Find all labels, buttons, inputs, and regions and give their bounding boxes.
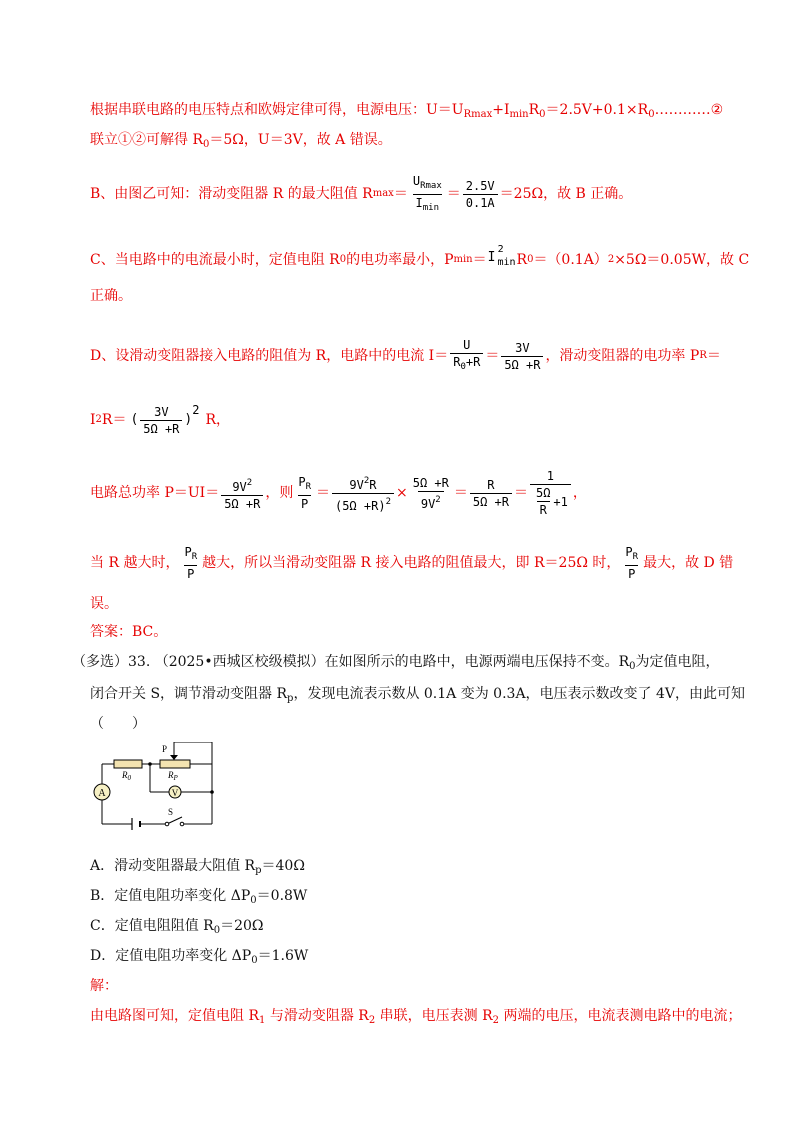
text-line-power-r: I 2 R＝ ( $\frac{3V}{5\Omega +R}$ ) 2 R， bbox=[90, 403, 231, 436]
fraction-ratio-4: 1 $\frac{5\Omega}{R}$ +1 bbox=[530, 469, 571, 517]
svg-text:V: V bbox=[171, 788, 179, 798]
fraction-power-r: $\frac{3V}{5\Omega +R}$ bbox=[140, 405, 182, 436]
slider-arrow-icon bbox=[170, 755, 178, 760]
fraction-current-2: $\frac{3V}{5\Omega +R}$ bbox=[501, 341, 543, 372]
fraction-rmax: $\frac{U_{Rmax}}{I_{min}}$ bbox=[412, 173, 442, 213]
question-33-line-2: 闭合开关 S，调节滑动变阻器 $R_p$，发现电流表示数从 0.1A 变为 0.3A，电压表示数改变了 4V，由此可知 bbox=[90, 686, 746, 704]
label-rp: $R_P$ bbox=[168, 770, 178, 782]
fraction-total-power: $\frac{9V^2}{5\Omega +R}$ bbox=[221, 476, 263, 511]
resistor-r0 bbox=[114, 760, 142, 768]
fraction-pr-over-p: $\frac{P_R}{P}$ bbox=[298, 475, 311, 511]
text-line-conclusion-cont: 误。 bbox=[90, 596, 118, 612]
text-line-option-d: D、设滑动变阻器接入电路的阻值为 R，电路中的电流 I＝ $\frac{U}{R_0+R}$ ＝ $\frac{3V}{5\Omega +R}$ ，滑动变阻器的电功率 P R ＝ bbox=[90, 338, 721, 372]
svg-text:A: A bbox=[98, 788, 106, 799]
fraction-ratio-3: $\frac{R}{5\Omega +R}$ bbox=[470, 478, 512, 509]
option-b: B．定值电阻功率变化 $\Delta P_0=0.8W$ bbox=[90, 888, 308, 906]
question-33-line-1: （多选）33. （2025•西城区校级模拟）在如图所示的电路中，电源两端电压保持不变。$R_0$为定值电阻， bbox=[72, 654, 720, 672]
question-33-paren: （ ） bbox=[90, 716, 146, 732]
fraction-values: $\frac{2.5V}{0.1A}$ bbox=[463, 179, 498, 210]
label-p: P bbox=[162, 744, 168, 754]
label-r0: $R_0$ bbox=[122, 770, 131, 782]
fraction-ratio-2: $\frac{5\Omega +R}{9V^2}$ bbox=[412, 475, 449, 511]
option-a: A．滑动变阻器最大阻值 $R_p=40\Omega$ bbox=[90, 858, 305, 876]
resistor-rp bbox=[160, 760, 190, 768]
fraction-pr-p-1: $\frac{P_R}{P}$ bbox=[184, 545, 198, 581]
option-d: D．定值电阻功率变化 $\Delta P_0=1.6W$ bbox=[90, 948, 309, 966]
fraction-ratio-1: $\frac{9V^2R}{(5\Omega +R)^2}$ bbox=[332, 474, 394, 513]
fraction-current-1: $\frac{U}{R_0+R}$ bbox=[450, 338, 483, 374]
label-s: S bbox=[168, 807, 174, 817]
fraction-pr-p-2: $\frac{P_R}{P}$ bbox=[625, 545, 639, 581]
text-line-voltage: 根据串联电路的电压特点和欧姆定律可得，电源电压：$U=U_{Rmax}+I_{min}R_0=2.5V+0.1\times R_0\dots\dots\dots\dots ②$ bbox=[90, 102, 724, 120]
solution-line-1: 由电路图可知，定值电阻 $R_1$ 与滑动变阻器 $R_2$ 串联，电压表测 $R_2$ 两端的电压，电流表测电路中的电流； bbox=[90, 1008, 742, 1026]
formula-i-min-squared: I 2 $_{min}$ bbox=[487, 243, 516, 268]
text-line-option-b: B、由图乙可知：滑动变阻器 R 的最大阻值 R max ＝ $\frac{U_{Rmax}}{I_{min}}$ ＝ $\frac{2.5V}{0.1A}$ ＝25Ω，故 B 正确。 bbox=[90, 173, 633, 213]
text-line-option-c: C、当电路中的电流最小时，定值电阻 R 0 的电功率最小，P min ＝ I 2 $_{min}$ R 0 ＝（0.1A） 2 ×5Ω＝0.05W，故 C bbox=[90, 246, 740, 274]
circuit-diagram bbox=[92, 742, 232, 834]
text-line-conclusion: 当 R 越大时， $\frac{P_R}{P}$ 越大，所以当滑动变阻器 R 接入电路的阻值最大，即 R＝25Ω 时， $\frac{P_R}{P}$ 最大，故 D 错 bbox=[90, 545, 734, 581]
text-line-option-c-cont: 正确。 bbox=[90, 288, 132, 304]
option-c: C．定值电阻阻值 $R_0=20\Omega$ bbox=[90, 918, 264, 936]
answer-line: 答案：BC。 bbox=[90, 624, 168, 640]
text-line-total-power: 电路总功率 P＝UI＝ $\frac{9V^2}{5\Omega +R}$ ，则 $\frac{P_R}{P}$ ＝ $\frac{9V^2R}{(5\Omega +R)^2}$ × $\frac{5\Omega +R}{9V^2}$ ＝ $\frac{R}{5\Omega +R}$ ＝ 1 $\frac{5\Omega}{R}$ +1 ， bbox=[90, 469, 587, 517]
text-line-solve: 联立①②可解得 $R_0=5\Omega$，U＝3V，故 A 错误。 bbox=[90, 132, 392, 150]
solution-label: 解： bbox=[90, 978, 118, 994]
